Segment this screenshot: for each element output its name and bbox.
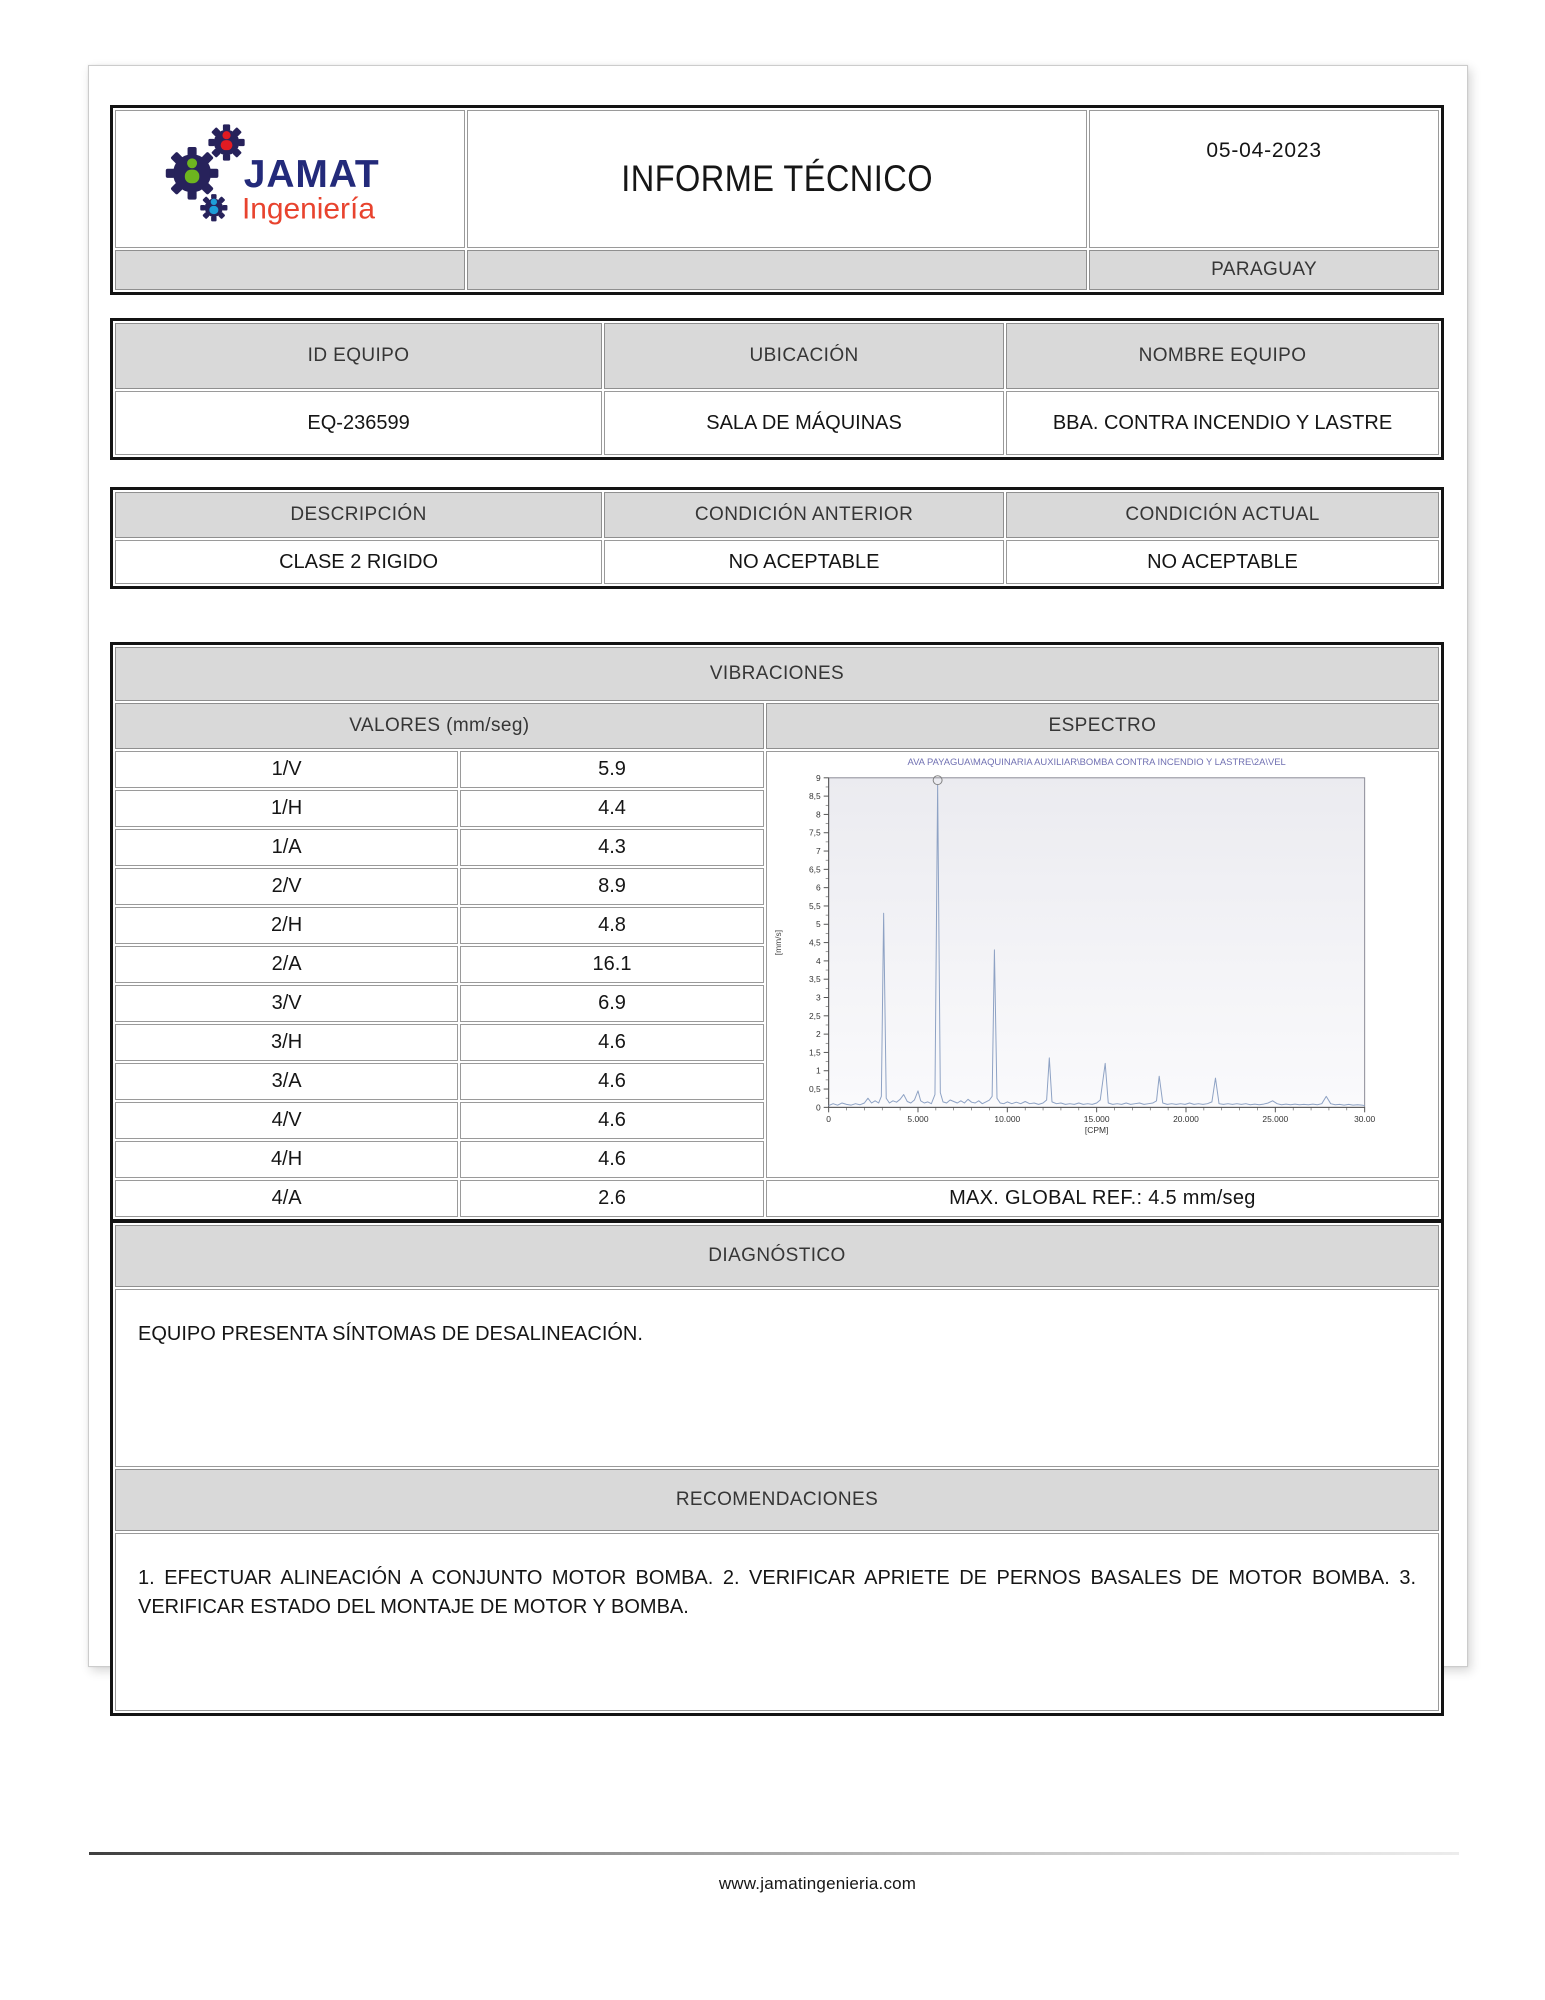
report-title: INFORME TÉCNICO <box>621 158 933 199</box>
recommendations-text: 1. EFECTUAR ALINEACIÓN A CONJUNTO MOTOR BOMBA. 2. VERIFICAR APRIETE DE PERNOS BASALES DE MOTOR BOMBA. 3. VERIFICAR ESTADO DEL MONTAJE DE MOTOR Y BOMBA. <box>115 1533 1439 1711</box>
logo-subtitle-text: Ingeniería <box>241 192 375 226</box>
chart-title: AVA PAYAGUA\MAQUINARIA AUXILIAR\BOMBA CONTRA INCENDIO Y LASTRE\2A\VEL <box>907 755 1286 767</box>
equipment-name-value: BBA. CONTRA INCENDIO Y LASTRE <box>1006 391 1439 455</box>
recommendations-body-row <box>115 1533 1439 1711</box>
y-tick-label: 7,5 <box>808 827 821 838</box>
reading-point: 3/V <box>115 985 458 1022</box>
condition-value-row <box>115 540 1439 584</box>
reading-row <box>115 751 1439 788</box>
reading-value: 6.9 <box>460 985 764 1022</box>
reading-row <box>115 1180 1439 1217</box>
equipment-header-row <box>115 323 1439 389</box>
y-tick-label: 4,5 <box>808 937 821 948</box>
reading-point: 2/V <box>115 868 458 905</box>
x-tick-label: 30.00 <box>1353 1114 1375 1125</box>
document-frame <box>88 65 1468 1667</box>
reading-point: 4/H <box>115 1141 458 1178</box>
logo-cell <box>115 110 465 248</box>
recommendations-header-row <box>115 1469 1439 1531</box>
vibrations-title-row <box>115 647 1439 701</box>
y-tick-label: 4 <box>815 955 821 966</box>
condition-table <box>110 487 1444 589</box>
y-tick-label: 2,5 <box>808 1010 821 1021</box>
espectro-header: ESPECTRO <box>766 703 1439 749</box>
footer-url: www.jamatingenieria.com <box>718 1874 917 1893</box>
header-spacer-cell <box>467 250 1087 290</box>
equipment-id-header: ID EQUIPO <box>115 323 602 389</box>
x-axis-label: [CPM] <box>1084 1125 1109 1136</box>
y-axis-label: [mm/s] <box>772 929 783 956</box>
reading-value: 4.8 <box>460 907 764 944</box>
equipment-id-value: EQ-236599 <box>115 391 602 455</box>
diagnosis-header: DIAGNÓSTICO <box>115 1225 1439 1287</box>
y-tick-label: 0 <box>815 1102 821 1113</box>
y-tick-label: 3,5 <box>808 974 821 985</box>
y-tick-label: 6,5 <box>808 864 821 875</box>
reading-value: 4.6 <box>460 1024 764 1061</box>
reading-point: 2/A <box>115 946 458 983</box>
reading-point: 4/A <box>115 1180 458 1217</box>
y-tick-label: 7 <box>815 846 821 857</box>
y-tick-label: 5 <box>815 919 821 930</box>
reading-point: 2/H <box>115 907 458 944</box>
header-subrow <box>115 250 1439 290</box>
reading-point: 1/H <box>115 790 458 827</box>
y-tick-label: 8,5 <box>808 791 821 802</box>
reading-value: 4.4 <box>460 790 764 827</box>
plot-area <box>828 778 1364 1108</box>
previous-condition-header: CONDICIÓN ANTERIOR <box>604 492 1004 538</box>
x-tick-label: 0 <box>826 1114 831 1125</box>
header-spacer-cell <box>115 250 465 290</box>
report-date-cell <box>1089 110 1439 248</box>
header-table <box>110 105 1444 295</box>
reading-point: 3/A <box>115 1063 458 1100</box>
current-condition-value: NO ACEPTABLE <box>1006 540 1439 584</box>
x-tick-label: 20.000 <box>1172 1114 1199 1125</box>
spectrum-chart <box>767 752 1438 1155</box>
max-global-ref: MAX. GLOBAL REF.: 4.5 mm/seg <box>766 1180 1439 1217</box>
footer-divider <box>89 1852 1459 1855</box>
reading-point: 1/A <box>115 829 458 866</box>
reading-value: 8.9 <box>460 868 764 905</box>
reading-value: 16.1 <box>460 946 764 983</box>
current-condition-header: CONDICIÓN ACTUAL <box>1006 492 1439 538</box>
country-label: PARAGUAY <box>1089 250 1439 290</box>
equipment-table <box>110 318 1444 460</box>
y-tick-label: 3 <box>815 992 821 1003</box>
description-value: CLASE 2 RIGIDO <box>115 540 602 584</box>
y-tick-label: 2 <box>815 1029 821 1040</box>
report-title-cell <box>467 110 1087 248</box>
valores-header: VALORES (mm/seg) <box>115 703 764 749</box>
equipment-location-header: UBICACIÓN <box>604 323 1004 389</box>
x-tick-label: 15.000 <box>1083 1114 1110 1125</box>
reading-value: 5.9 <box>460 751 764 788</box>
x-tick-label: 10.000 <box>994 1114 1020 1125</box>
x-tick-label: 5.000 <box>907 1114 929 1125</box>
y-tick-label: 5,5 <box>808 900 821 911</box>
y-tick-label: 9 <box>815 772 821 783</box>
reading-point: 3/H <box>115 1024 458 1061</box>
y-tick-label: 1 <box>815 1065 821 1076</box>
equipment-value-row <box>115 391 1439 455</box>
vibrations-table <box>110 642 1444 1222</box>
reading-value: 4.6 <box>460 1141 764 1178</box>
spectrum-chart-cell <box>766 751 1439 1178</box>
y-tick-label: 8 <box>815 809 821 820</box>
equipment-location-value: SALA DE MÁQUINAS <box>604 391 1004 455</box>
spectrum-svg <box>767 752 1438 1155</box>
x-tick-label: 25.000 <box>1262 1114 1288 1125</box>
diagnosis-body-row <box>115 1289 1439 1467</box>
header-row <box>115 110 1439 248</box>
reading-value: 2.6 <box>460 1180 764 1217</box>
logo-brand-text: JAMAT <box>243 152 380 196</box>
diagnosis-table <box>110 1220 1444 1716</box>
vibrations-subheader-row <box>115 703 1439 749</box>
y-tick-label: 0,5 <box>808 1084 821 1095</box>
report-date: 05-04-2023 <box>1206 139 1322 162</box>
reading-point: 1/V <box>115 751 458 788</box>
vibrations-section-title: VIBRACIONES <box>115 647 1439 701</box>
previous-condition-value: NO ACEPTABLE <box>604 540 1004 584</box>
description-header: DESCRIPCIÓN <box>115 492 602 538</box>
jamat-logo <box>154 115 426 237</box>
diagnosis-text: EQUIPO PRESENTA SÍNTOMAS DE DESALINEACIÓN. <box>115 1289 1439 1467</box>
reading-point: 4/V <box>115 1102 458 1139</box>
y-tick-label: 1,5 <box>808 1047 821 1058</box>
y-tick-label: 6 <box>815 882 821 893</box>
diagnosis-header-row <box>115 1225 1439 1287</box>
recommendations-header: RECOMENDACIONES <box>115 1469 1439 1531</box>
reading-value: 4.6 <box>460 1102 764 1139</box>
reading-value: 4.6 <box>460 1063 764 1100</box>
condition-header-row <box>115 492 1439 538</box>
reading-value: 4.3 <box>460 829 764 866</box>
equipment-name-header: NOMBRE EQUIPO <box>1006 323 1439 389</box>
